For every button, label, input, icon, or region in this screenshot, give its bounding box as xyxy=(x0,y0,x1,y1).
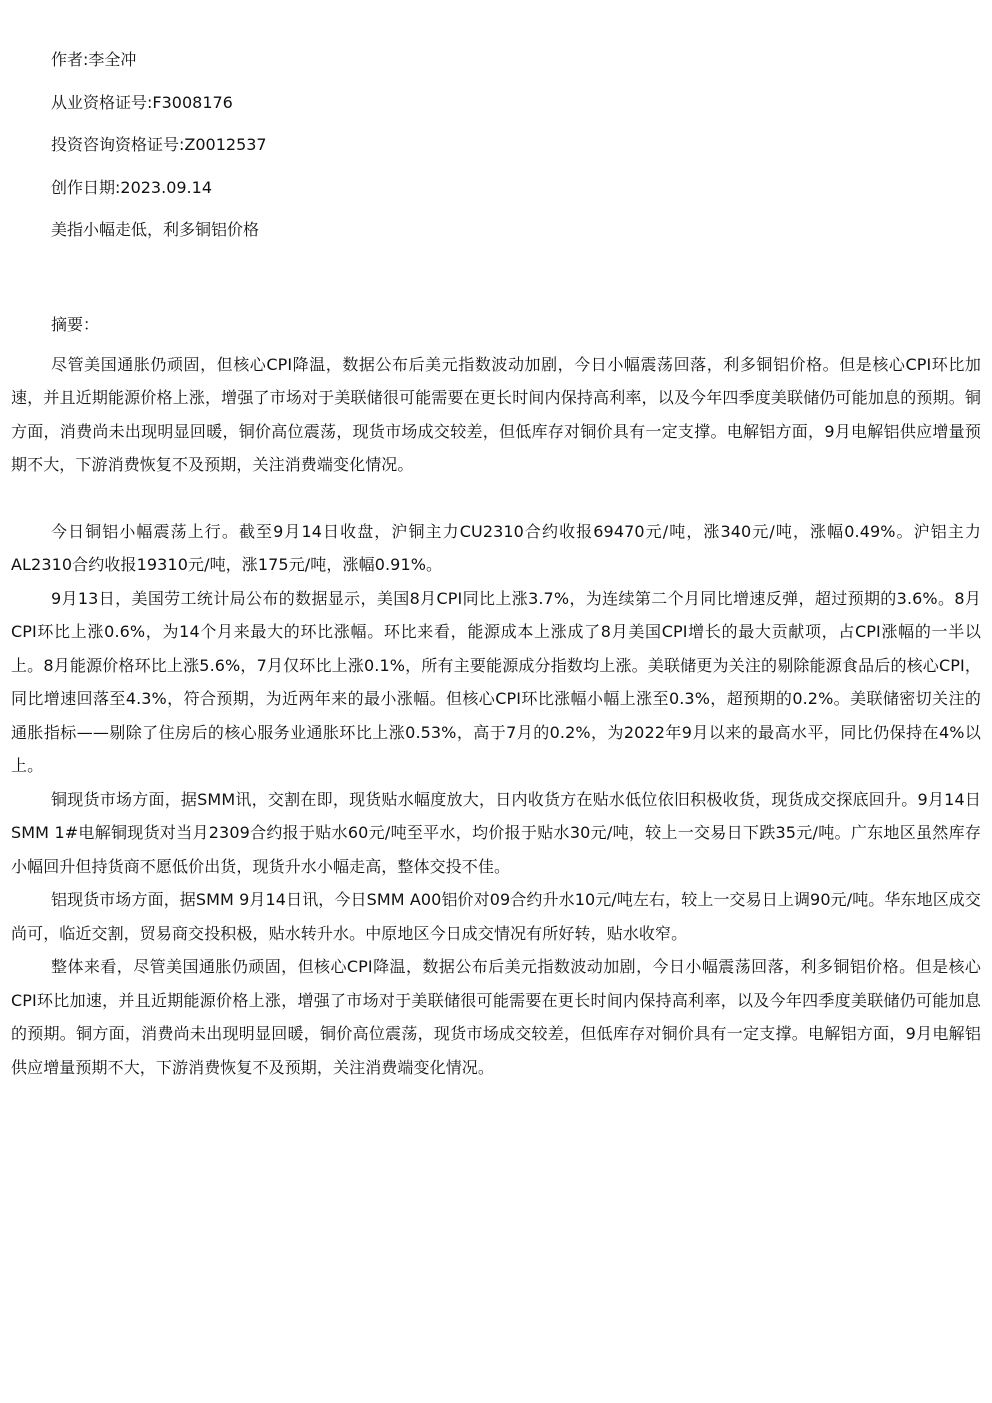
headline: 美指小幅走低，利多铜铝价格 xyxy=(51,220,260,239)
summary-paragraph: 尽管美国通胀仍顽固，但核心CPI降温，数据公布后美元指数波动加剧，今日小幅震荡回落，利多铜铝价格。但是核心CPI环比加速，并且近期能源价格上涨，增强了市场对于美联储很可能需要在更长时间内保持高利率，以及今年四季度美联储仍可能加息的预期。铜方面，消费尚未出现明显回暖，铜价高位震荡，现货市场成交较差，但低库存对铜价具有一定支撑。电解铝方面，9月电解铝供应增量预期不大，下游消费恢复不及预期，关注消费端变化情况。 xyxy=(11,354,981,474)
consulting-number: 投资咨询资格证号:Z0012537 xyxy=(51,135,267,154)
cpi-paragraph: 9月13日，美国劳工统计局公布的数据显示，美国8月CPI同比上涨3.7%，为连续第二个月同比增速反弹，超过预期的3.6%。8月CPI环比上涨0.6%，为14个月来最大的环比涨幅。环比来看，能源成本上涨成了8月美国CPI增长的最大贡献项，占CPI涨幅的一半以上。8月能源价格环比上涨5.6%，7月仅环比上涨0.1%，所有主要能源成分指数均上涨。美联储更为关注的剔除能源食品后的核心CPI，同比增速回落至4.3%，符合预期，为近两年来的最小涨幅。但核心CPI环比涨幅小幅上涨至0.3%，超预期的0.2%。美联储密切关注的通胀指标——剔除了住房后的核心服务业通胀环比上涨0.53%，高于7月的0.2%，为2022年9月以来的最高水平，同比仍保持在4%以上。 xyxy=(11,588,981,775)
conclusion-paragraph: 整体来看，尽管美国通胀仍顽固，但核心CPI降温，数据公布后美元指数波动加剧，今日小幅震荡回落，利多铜铝价格。但是核心CPI环比加速，并且近期能源价格上涨，增强了市场对于美联储很可能需要在更长时间内保持高利率，以及今年四季度美联储仍可能加息的预期。铜方面，消费尚未出现明显回暖，铜价高位震荡，现货市场成交较差，但低库存对铜价具有一定支撑。电解铝方面，9月电解铝供应增量预期不大，下游消费恢复不及预期，关注消费端变化情况。 xyxy=(11,957,981,1077)
paragraph-gap xyxy=(11,482,981,515)
market-close-paragraph: 今日铜铝小幅震荡上行。截至9月14日收盘，沪铜主力CU2310合约收报69470元/吨，涨340元/吨，涨幅0.49%。沪铝主力AL2310合约收报19310元/吨，涨175元/吨，涨幅0.91%。 xyxy=(11,521,981,574)
copper-spot-paragraph: 铜现货市场方面，据SMM讯，交割在即，现货贴水幅度放大，日内收货方在贴水低位依旧积极收货，现货成交探底回升。9月14日SMM 1#电解铜现货对当月2309合约报于贴水60元/吨至平水，均价报于贴水30元/吨，较上一交易日下跌35元/吨。广东地区虽然库存小幅回升但持货商不愿低价出货，现货升水小幅走高，整体交投不佳。 xyxy=(11,789,981,876)
creation-date: 创作日期:2023.09.14 xyxy=(51,177,213,197)
aluminum-spot-paragraph: 铝现货市场方面，据SMM 9月14日讯，今日SMM A00铝价对09合约升水10元/吨左右，较上一交易日上调90元/吨。华东地区成交尚可，临近交割，贸易商交投积极，贴水转升水。中原地区今日成交情况有所好转，贴水收窄。 xyxy=(11,890,982,943)
summary-heading: 摘要： xyxy=(51,314,100,334)
qualification-number: 从业资格证号:F3008176 xyxy=(51,92,233,112)
author-line: 作者:李全冲 xyxy=(51,50,137,69)
